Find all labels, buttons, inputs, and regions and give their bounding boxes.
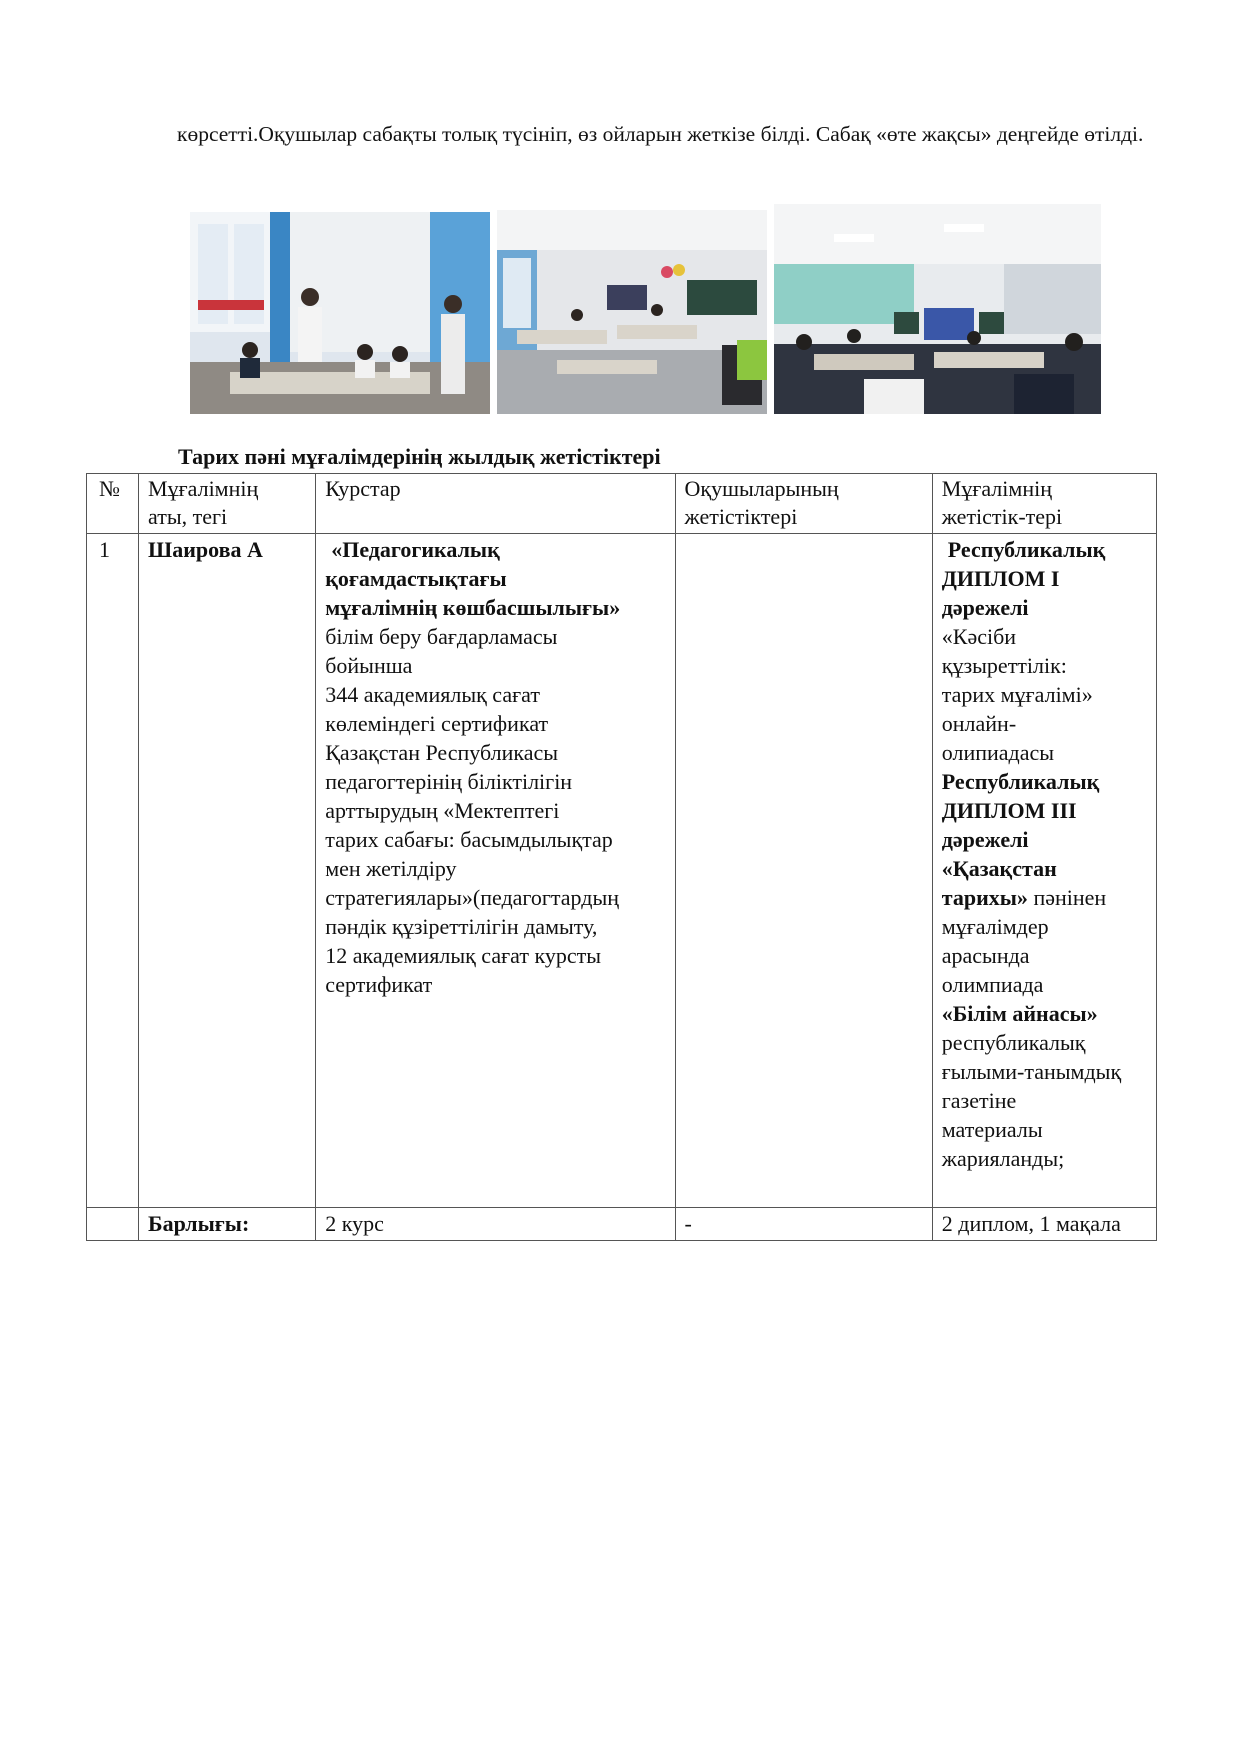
achievement-line: дәрежелі (941, 827, 1029, 852)
header-teacher-line-2: аты, тегі (148, 504, 228, 529)
achievement-line: республикалық (941, 1030, 1086, 1055)
achievement-line: жарияланды; (941, 1146, 1065, 1171)
achievement-line: «Білім айнасы» (941, 1001, 1098, 1026)
header-achievements (932, 474, 1156, 534)
row-num: 1 (87, 534, 139, 1208)
achievements-table (86, 473, 1157, 1241)
header-courses: Курстар (316, 474, 675, 534)
achievement-line: ДИПЛОМ ІІІ (941, 798, 1077, 823)
classroom-photo-1 (190, 212, 490, 414)
course-text-line: педагогтерінің біліктілігін (325, 769, 573, 794)
header-achievements-line-2: жетістік-тері (941, 504, 1063, 529)
course-text-line: пәндік құзіреттілігін дамыту, (325, 914, 598, 939)
achievement-line: ғылыми-танымдық (941, 1059, 1122, 1084)
course-text-line: арттырудың «Мектептегі (325, 798, 560, 823)
achievement-line: онлайн- (941, 711, 1017, 736)
course-text-line: тарих сабағы: басымдылықтар (325, 827, 613, 852)
intro-paragraph: көрсетті.Оқушылар сабақты толық түсініп, өз ойларын жеткізе білді. Сабақ «өте жақсы» деңгейде өтілді. (177, 122, 1144, 146)
table-total-row (87, 1208, 1157, 1241)
row-teacher-name: Шаирова А (139, 534, 316, 1208)
course-text-line: сертификат (325, 972, 433, 997)
achievement-line: тарих мұғалімі» (941, 682, 1093, 707)
header-students-line-1: Оқушыларының (684, 476, 839, 501)
header-teacher-line-1: Мұғалімнің (148, 476, 259, 501)
achievement-line: мұғалімдер (941, 914, 1049, 939)
course-text-line: бойынша (325, 653, 413, 678)
achievement-text-fragment: пәнінен (1033, 885, 1107, 910)
achievement-line: «Кәсіби (941, 624, 1017, 649)
achievement-line: Республикалық (947, 537, 1106, 562)
header-students-line-2: жетістіктері (684, 504, 798, 529)
total-achievements: 2 диплом, 1 мақала (932, 1208, 1156, 1241)
achievement-line: арасында (941, 943, 1030, 968)
table-header-row (87, 474, 1157, 534)
course-text-line: стратегиялары»(педагогтардың (325, 885, 620, 910)
table-title: Тарих пәні мұғалімдерінің жылдық жетістіктері (178, 444, 661, 469)
course-text-line: 12 академиялық сағат курсты (325, 943, 601, 968)
header-achievements-line-1: Мұғалімнің (941, 476, 1052, 501)
course-title-line: «Педагогикалық (331, 537, 500, 562)
course-text-line: мен жетілдіру (325, 856, 457, 881)
achievement-line: «Қазақстан (941, 856, 1057, 881)
course-text-line: Қазақстан Республикасы (325, 740, 559, 765)
achievement-line: материалы (941, 1117, 1043, 1142)
achievement-line (942, 883, 1147, 912)
row-students (675, 534, 932, 1208)
classroom-photo-3 (774, 204, 1101, 414)
total-num-empty (87, 1208, 139, 1241)
table-row (87, 534, 1157, 1208)
achievement-line: газетіне (941, 1088, 1017, 1113)
total-label: Барлығы: (139, 1208, 316, 1241)
achievement-bold-fragment: тарихы» (941, 885, 1028, 910)
achievement-line: олипиадасы (941, 740, 1055, 765)
total-courses: 2 курс (316, 1208, 675, 1241)
achievement-line: Республикалық (941, 769, 1100, 794)
header-students (675, 474, 932, 534)
header-num: № (87, 474, 139, 534)
row-courses (316, 534, 675, 1208)
achievement-line: құзыреттілік: (941, 653, 1067, 678)
course-title-line: қоғамдастықтағы (325, 566, 507, 591)
header-teacher (139, 474, 316, 534)
achievement-line: олимпиада (941, 972, 1044, 997)
classroom-photo-2 (497, 210, 767, 414)
achievement-line: дәрежелі (941, 595, 1029, 620)
course-text-line: 344 академиялық сағат (325, 682, 540, 707)
row-achievements (932, 534, 1156, 1208)
course-title-line: мұғалімнің көшбасшылығы» (325, 595, 621, 620)
course-text-line: білім беру бағдарламасы (325, 624, 558, 649)
achievement-line: ДИПЛОМ І (941, 566, 1060, 591)
total-students: - (675, 1208, 932, 1241)
course-text-line: көлеміндегі сертификат (325, 711, 549, 736)
